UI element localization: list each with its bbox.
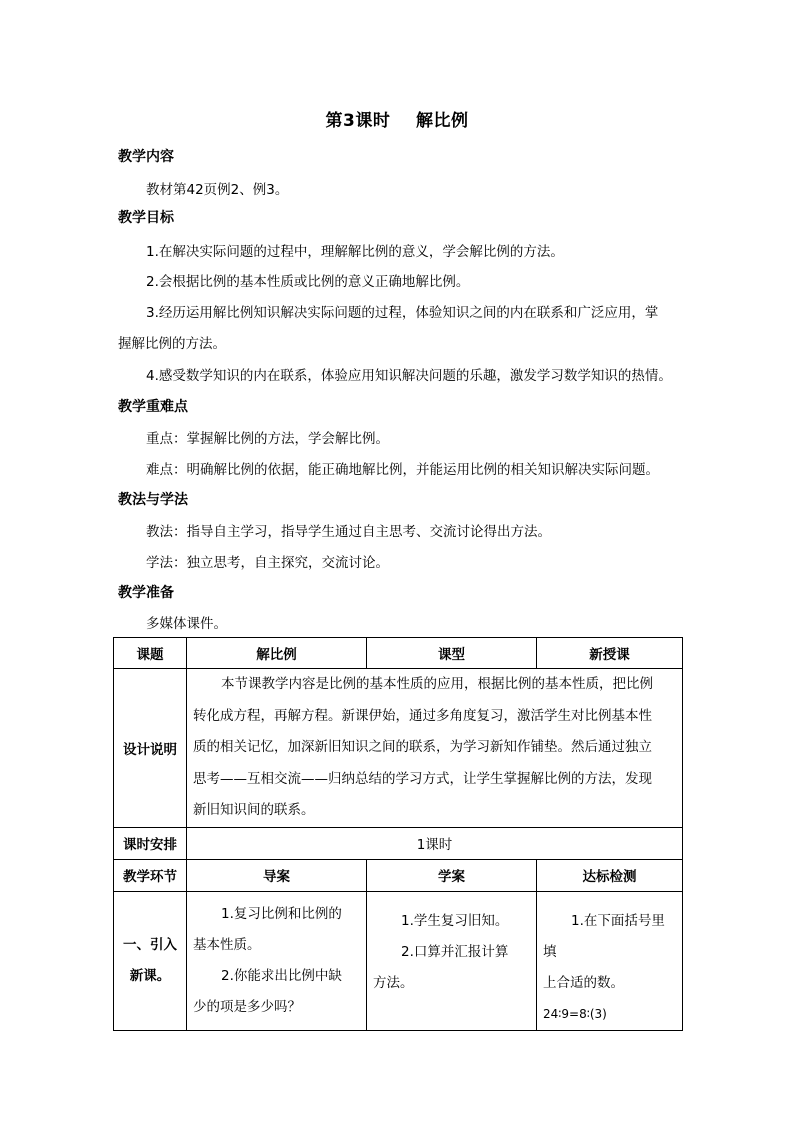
col-header-guide: 导案	[187, 859, 367, 891]
study-line: 1.学生复习旧知。	[401, 912, 509, 929]
prep-text: 多媒体课件。	[146, 616, 227, 632]
schedule-value: 1课时	[187, 827, 683, 859]
goal-item: 2.会根据比例的基本性质或比例的意义正确地解比例。	[146, 274, 470, 290]
design-label: 设计说明	[114, 669, 187, 828]
check-line: 24∶9=8∶(3)	[543, 1006, 607, 1021]
schedule-label: 课时安排	[114, 827, 187, 859]
guide-line: 1.复习比例和比例的	[221, 905, 342, 922]
check-line: 1.在下面括号里填	[543, 912, 665, 960]
guide-line: 2.你能求出比例中缺	[221, 967, 342, 984]
lesson-plan-table	[113, 637, 683, 1031]
design-line: 本节课教学内容是比例的基本性质的应用，根据比例的基本性质，把比例	[221, 676, 653, 692]
table-row	[114, 669, 683, 828]
table-row	[114, 827, 683, 859]
heading-goals: 教学目标	[118, 210, 174, 226]
topic-value: 解比例	[187, 638, 367, 669]
goal-item: 3.经历运用解比例知识解决实际问题的过程，体验知识之间的内在联系和广泛应用，掌	[146, 305, 659, 321]
key-focus: 重点：掌握解比例的方法，学会解比例。	[146, 431, 389, 447]
stage-label	[114, 891, 187, 1030]
methods-teach: 教法：指导自主学习，指导学生通过自主思考、交流讨论得出方法。	[146, 524, 551, 540]
heading-key: 教学重难点	[118, 399, 188, 415]
guide-line: 基本性质。	[193, 936, 261, 953]
goal-item-continued: 握解比例的方法。	[118, 336, 226, 352]
heading-content: 教学内容	[118, 149, 174, 165]
topic-label: 课题	[114, 638, 187, 669]
design-line: 转化成方程，再解方程。新课伊始，通过多角度复习，激活学生对比例基本性	[193, 707, 652, 724]
design-line: 思考——互相交流——归纳总结的学习方式，让学生掌握解比例的方法，发现	[193, 770, 652, 787]
guide-cell	[187, 891, 367, 1030]
goal-item: 1.在解决实际问题的过程中，理解解比例的意义，学会解比例的方法。	[146, 244, 564, 260]
page-title: 第3课时 解比例	[325, 111, 469, 131]
design-line: 质的相关记忆，加深新旧知识之间的联系，为学习新知作铺垫。然后通过独立	[193, 739, 652, 755]
key-difficulty: 难点：明确解比例的依据，能正确地解比例，并能运用比例的相关知识解决实际问题。	[146, 462, 659, 478]
heading-prep: 教学准备	[118, 585, 174, 601]
heading-methods: 教法与学法	[118, 492, 188, 508]
type-value: 新授课	[537, 638, 683, 669]
design-text	[187, 669, 683, 828]
col-header-stage: 教学环节	[114, 859, 187, 891]
study-line: 2.口算并汇报计算	[401, 943, 509, 960]
table-row	[114, 638, 683, 669]
goal-item: 4.感受数学知识的内在联系，体验应用知识解决问题的乐趣，激发学习数学知识的热情。	[146, 368, 672, 384]
stage-label-line: 新课。	[129, 967, 171, 984]
study-line: 方法。	[373, 974, 414, 991]
study-cell	[367, 891, 537, 1030]
col-header-study: 学案	[367, 859, 537, 891]
check-line: 上合适的数。	[543, 974, 624, 991]
methods-learn: 学法：独立思考，自主探究，交流讨论。	[146, 555, 389, 571]
col-header-check: 达标检测	[537, 859, 683, 891]
guide-line: 少的项是多少吗？	[193, 998, 301, 1015]
type-label: 课型	[367, 638, 537, 669]
content-text: 教材第42页例2、例3。	[146, 182, 289, 198]
stage-label-line: 一、引入	[123, 936, 177, 953]
table-row	[114, 859, 683, 891]
check-cell	[537, 891, 683, 1030]
table-row	[114, 891, 683, 1030]
design-line: 新旧知识间的联系。	[193, 802, 315, 818]
